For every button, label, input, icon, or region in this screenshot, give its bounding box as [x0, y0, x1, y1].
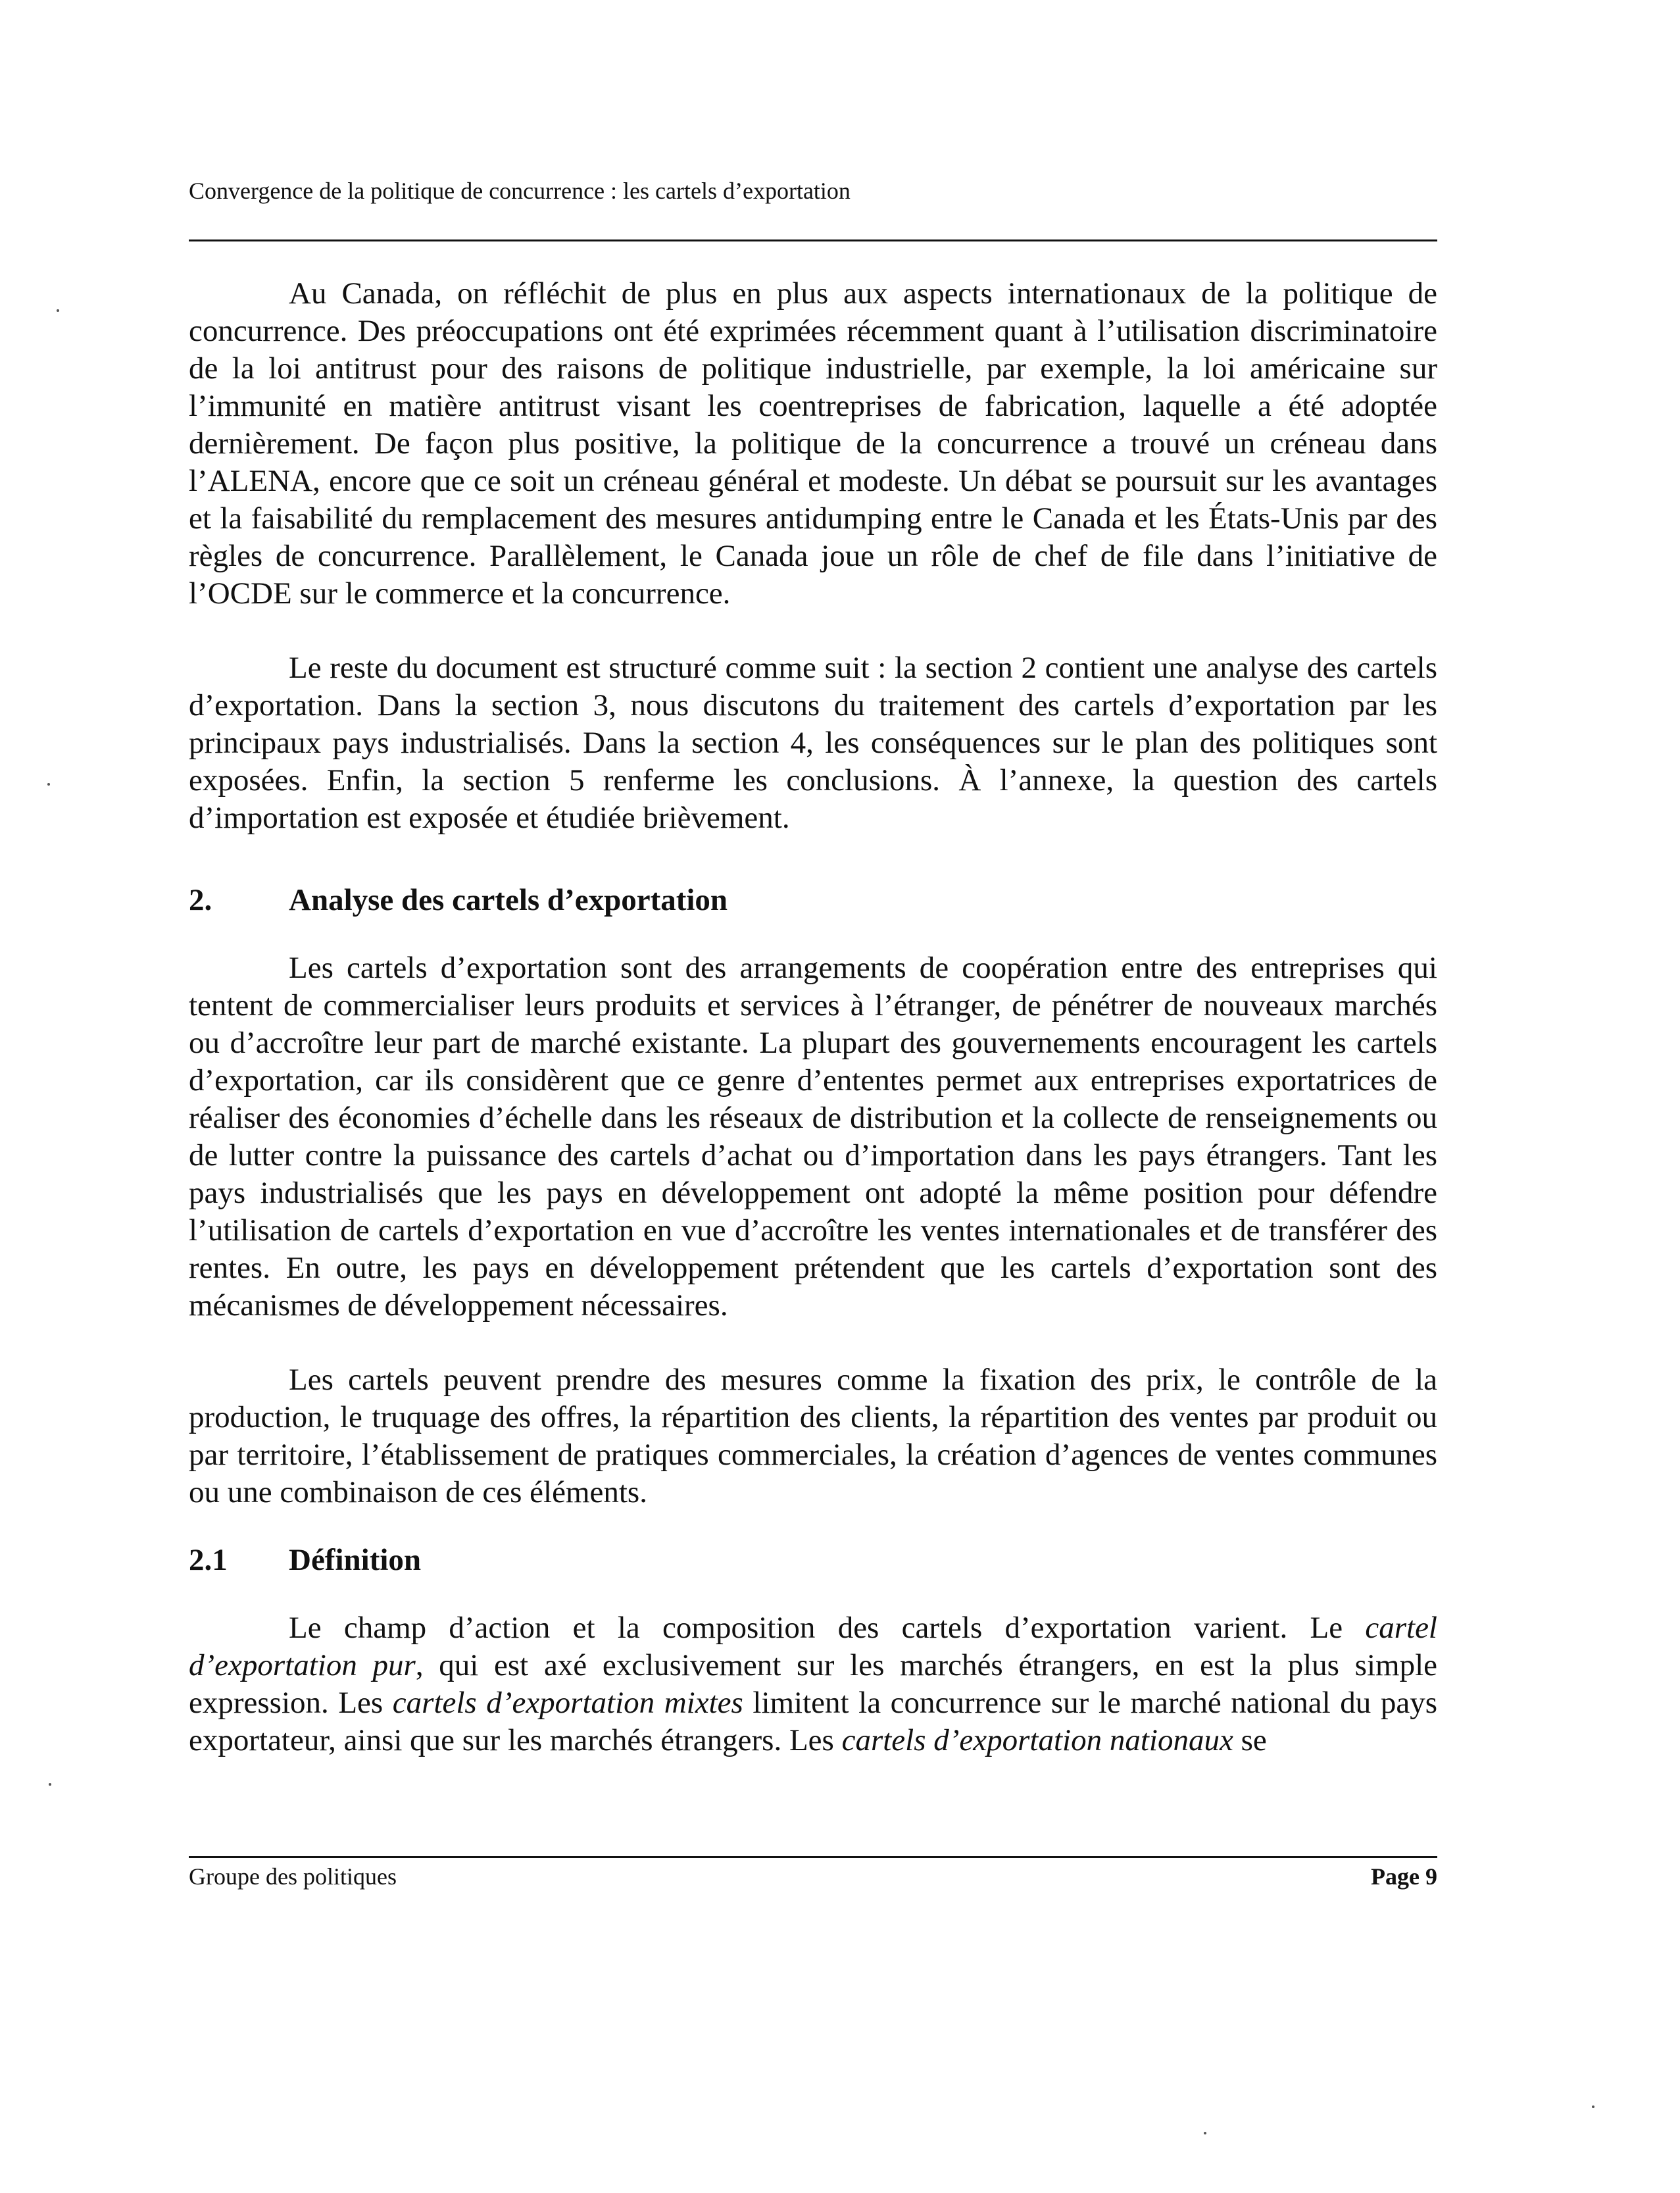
text-run: Le champ d’action et la composition des cartels d’exportation varient. Le — [289, 1611, 1366, 1645]
document-body — [189, 275, 1437, 1796]
scan-speck — [49, 1783, 51, 1786]
scan-speck — [1204, 2132, 1206, 2134]
section-title: Analyse des cartels d’exportation — [289, 883, 728, 917]
paragraph-cartel-types — [189, 1609, 1437, 1759]
italic-term: cartel d’exportation pur — [189, 1611, 1437, 1682]
italic-term: cartels d’exportation mixtes — [392, 1686, 743, 1720]
page-number: Page 9 — [1371, 1863, 1437, 1890]
section-title: Définition — [289, 1543, 422, 1577]
paragraph-structure: Le reste du document est structuré comme suit : la section 2 contient une analyse des cartels d’exportation. Dans la section 3, nous discutons du traitement des cartels d’exportation par les principaux pays industrialisés. Dans la section 4, les conséquences sur le plan des politiques sont exposées. Enfin, la section 5 renferme les conclusions. À l’annexe, la question des cartels d’importation est exposée et étudiée brièvement. — [189, 651, 1437, 835]
text-run: , qui est axé exclusivement sur les marchés étrangers, en est la plus simple expression. Les — [189, 1648, 1437, 1720]
paragraph-cartel-measures: Les cartels peuvent prendre des mesures comme la fixation des prix, le contrôle de la production, le truquage des offres, la répartition des clients, la répartition des ventes par produit ou par territoire, l’établissement de pratiques commerciales, la création d’agences de ventes communes ou une combinaison de ces éléments. — [189, 1363, 1437, 1509]
section-number: 2.1 — [189, 1543, 228, 1577]
text-run: limitent la concurrence sur le marché national du pays exportateur, ainsi que sur les marchés étrangers. Les — [189, 1686, 1438, 1757]
footer-left: Groupe des politiques — [189, 1863, 397, 1890]
section-heading-2-1 — [189, 1542, 1437, 1579]
text-run: se — [1233, 1723, 1267, 1757]
section-heading-2 — [189, 882, 1437, 919]
running-header: Convergence de la politique de concurrence : les cartels d’exportation — [189, 178, 851, 204]
scan-speck — [57, 309, 59, 312]
header-rule — [189, 239, 1437, 241]
scan-speck — [47, 783, 50, 786]
footer-rule — [189, 1856, 1437, 1858]
paragraph-canada: Au Canada, on réfléchit de plus en plus aux aspects internationaux de la politique de concurrence. Des préoccupations ont été exprimées récemment quant à l’utilisation discriminatoire de la loi antitrust pour des raisons de politique industrielle, par exemple, la loi américaine sur l’immunité en matière antitrust visant les coentreprises de fabrication, laquelle a été adoptée dernièrement. De façon plus positive, la politique de la concurrence a trouvé un créneau dans l’ALENA, encore que ce soit un créneau général et modeste. Un débat se poursuit sur les avantages et la faisabilité du remplacement des mesures antidumping entre le Canada et les États-Unis par des règles de concurrence. Parallèlement, le Canada joue un rôle de chef de file dans l’initiative de l’OCDE sur le commerce et la concurrence. — [189, 276, 1437, 611]
section-number: 2. — [189, 883, 212, 917]
scan-speck — [1592, 2105, 1594, 2108]
italic-term: cartels d’exportation nationaux — [841, 1723, 1233, 1757]
paragraph-cartels-definition: Les cartels d’exportation sont des arrangements de coopération entre des entreprises qui tentent de commercialiser leurs produits et services à l’étranger, de pénétrer de nouveaux marchés ou d’accroître leur part de marché existante. La plupart des gouvernements encouragent les cartels d’exportation, car ils considèrent que ce genre d’ententes permet aux entreprises exportatrices de réaliser des économies d’échelle dans les réseaux de distribution et la collecte de renseignements ou de lutter contre la puissance des cartels d’achat ou d’importation dans les pays étrangers. Tant les pays industrialisés que les pays en développement ont adopté la même position pour défendre l’utilisation de cartels d’exportation en vue d’accroître les ventes internationales et de transférer des rentes. En outre, les pays en développement prétendent que les cartels d’exportation sont des mécanismes de développement nécessaires. — [189, 951, 1437, 1323]
